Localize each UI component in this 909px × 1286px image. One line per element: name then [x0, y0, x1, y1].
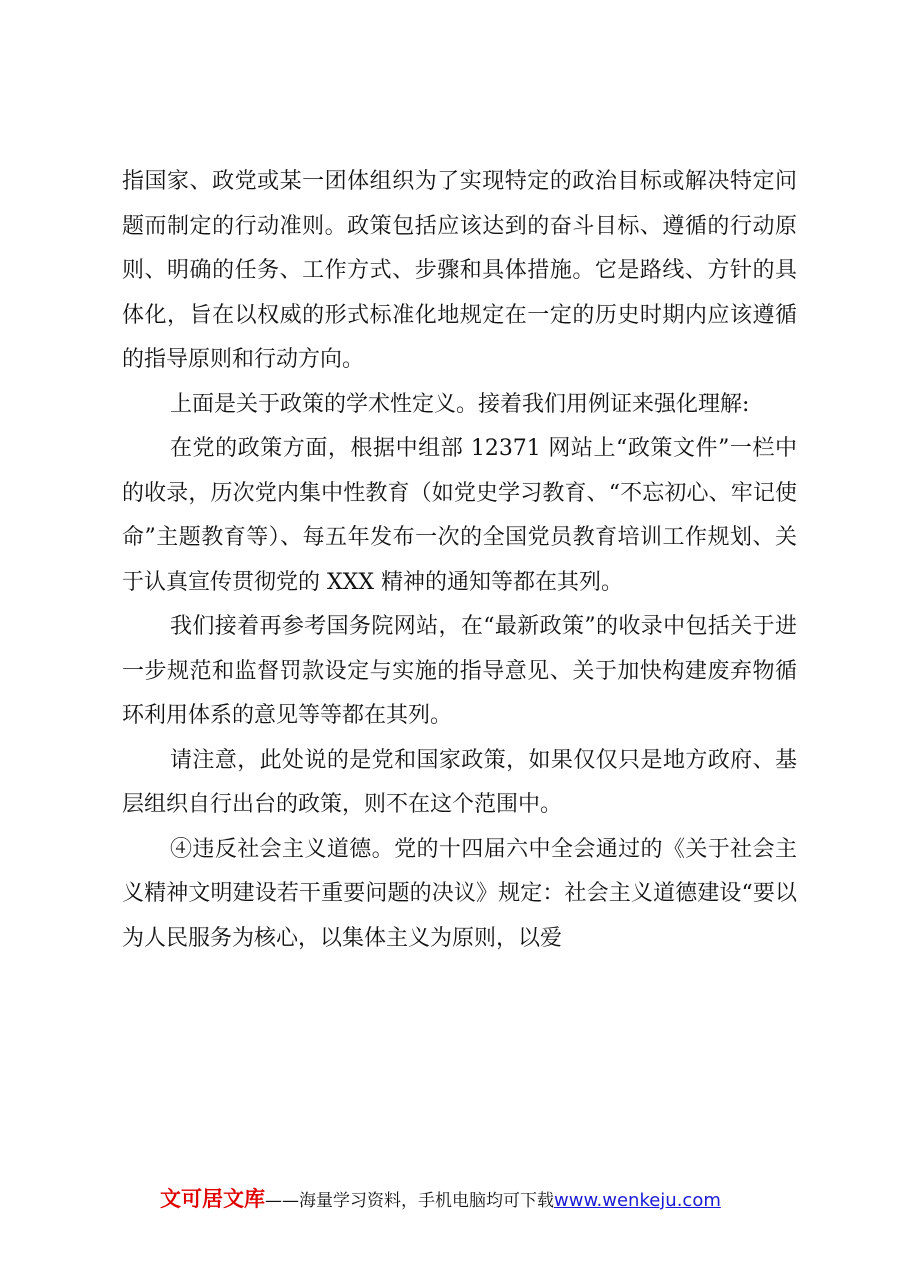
paragraph-2: 上面是关于政策的学术性定义。接着我们用例证来强化理解: [170, 391, 750, 417]
paragraph-5: 请注意，此处说的是党和国家政策，如果仅仅只是地方政府、基层组织自行出台的政策，则不在这个范围中。 [122, 747, 797, 817]
document-body [122, 160, 797, 961]
paragraph-4: 我们接着再参考国务院网站，在“最新政策”的收录中包括关于进一步规范和监督罚款设定与实施的指导意见、关于加快构建废弃物循环利用体系的意见等等都在其列。 [122, 614, 797, 728]
paragraph-1: 指国家、政党或某一团体组织为了实现特定的政治目标或解决特定问题而制定的行动准则。政策包括应该达到的奋斗目标、遵循的行动原则、明确的任务、工作方式、步骤和具体措施。它是路线、方针的具体化，旨在以权威的形式标准化地规定在一定的历史时期内应该遵循的指导原则和行动方向。 [122, 169, 797, 372]
paragraph-3: 在党的政策方面，根据中组部 12371 网站上“政策文件”一栏中的收录，历次党内集中性教育（如党史学习教育、“不忘初心、牢记使命”主题教育等）、每五年发布一次的全国党员教育培训工作规划、关于认真宣传贯彻党的 XXX 精神的通知等都在其列。 [122, 436, 797, 595]
footer-tagline: ——海量学习资料，手机电脑均可下载 [265, 1191, 554, 1211]
paragraph-6: ④违反社会主义道德。党的十四届六中全会通过的《关于社会主义精神文明建设若干重要问题的决议》规定：社会主义道德建设“要以为人民服务为核心，以集体主义为原则，以爱 [122, 836, 797, 951]
footer-site-link[interactable]: www.wenkeju.com [554, 1190, 721, 1211]
footer-banner [160, 1183, 800, 1213]
footer-brand: 文可居文库 [160, 1187, 265, 1211]
